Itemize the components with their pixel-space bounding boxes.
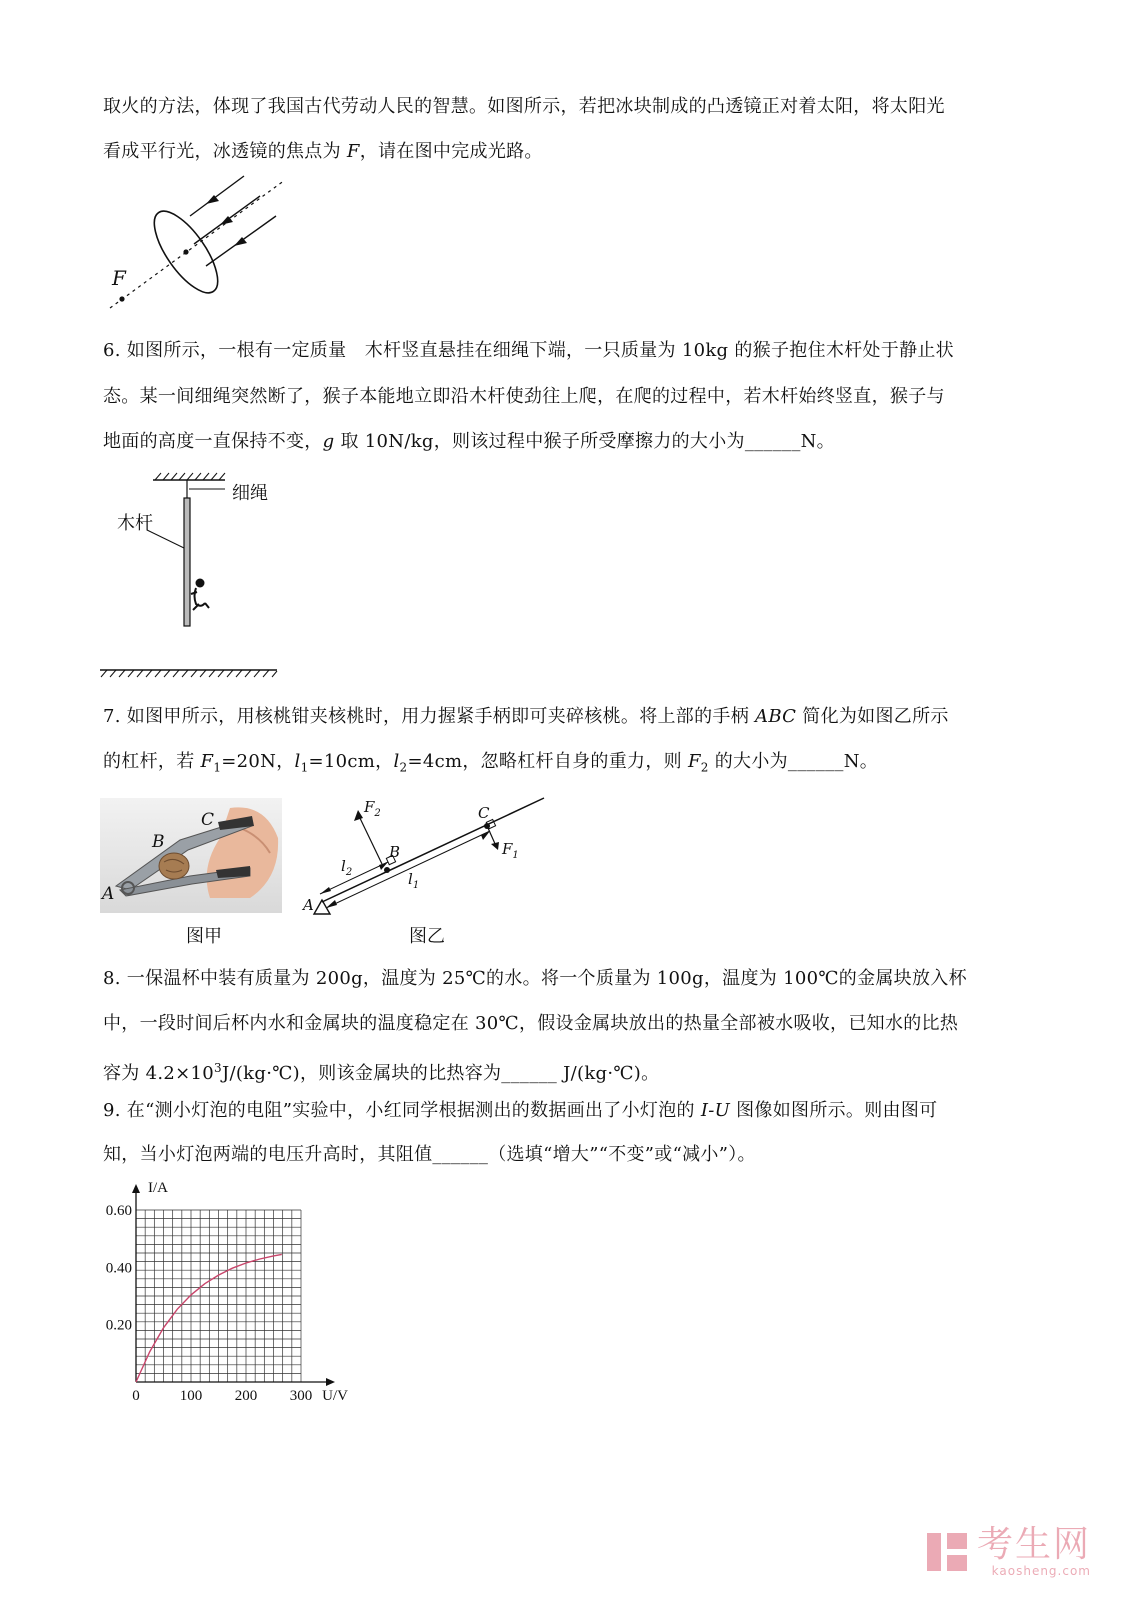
rope-label: 细绳 [232, 483, 268, 504]
q7-seg-d: =20N， [221, 751, 295, 772]
watermark-sub: kaosheng.com [991, 1564, 1091, 1578]
q6-line-1: 6. 如图所示，一根有一定质量 木杆竖直悬挂在细绳下端，一只质量为 10kg 的猴子抱住木杆处于静止状 [103, 340, 954, 361]
photo-label-a: A [102, 884, 115, 904]
q7-seg-g: =10cm， [308, 751, 394, 772]
lever-label-c: C [478, 804, 490, 822]
ceiling-hatch [155, 473, 225, 480]
x-axis-label: U/V [322, 1388, 348, 1404]
q7-line-1 [103, 705, 949, 729]
chart-grid [136, 1210, 301, 1382]
q6-var-g: g [322, 431, 335, 452]
nutcracker-photo [100, 798, 282, 913]
y-tick-label: 0.60 [105, 1203, 132, 1219]
q7-seg-k: F [687, 751, 701, 772]
q8-line-3-a: 容为 4.2×10 [103, 1063, 215, 1084]
watermark-logo-icon [925, 1529, 969, 1575]
q6-line-3-post: 取 10N/kg，则该过程中猴子所受摩擦力的大小为______N。 [334, 431, 835, 452]
q8-line-3-b: J/(kg·℃)，则该金属块的比热容为______ J/(kg·℃)。 [221, 1063, 660, 1084]
lever-label-l1 [408, 870, 419, 891]
q6-line-3 [103, 430, 835, 454]
q7-seg-c: 1 [213, 760, 222, 775]
lever-label-f2 [364, 798, 381, 819]
focus-point [119, 296, 124, 301]
monkey [191, 579, 209, 611]
pole-label: 木杆 [117, 513, 153, 534]
watermark [925, 1526, 1091, 1578]
x-axis-arrow [326, 1378, 335, 1386]
photo-label-c: C [201, 810, 215, 830]
lever-label-f1-sub: 1 [512, 850, 519, 861]
lever-label-l1-main: l [408, 870, 413, 888]
focus-label: F [112, 266, 126, 290]
lever-label-f1-main: F [502, 840, 513, 858]
lever-label-b: B [389, 843, 401, 861]
y-tick-label: 0.40 [105, 1260, 132, 1277]
q7-line-1-post: 简化为如图乙所示 [796, 706, 949, 727]
lens-figure [100, 170, 300, 320]
q9-line-1-pre: 9. 在“测小灯泡的电阻”实验中，小红同学根据测出的数据画出了小灯泡的 [103, 1100, 701, 1121]
intro-line-2 [103, 140, 543, 164]
intro-line-2-pre: 看成平行光，冰透镜的焦点为 [103, 141, 347, 162]
q9-var-iu: I-U [700, 1100, 731, 1121]
q6-line-3-pre: 地面的高度一直保持不变， [103, 431, 323, 452]
point-b [384, 867, 390, 873]
q7-line-1-pre: 7. 如图甲所示，用核桃钳夹核桃时，用力握紧手柄即可夹碎核桃。将上部的手柄 [103, 706, 756, 727]
lever-label-f2-main: F [364, 798, 375, 816]
chart-labels [106, 1180, 348, 1404]
x-tick-label: 300 [289, 1388, 313, 1404]
iu-curve [136, 1254, 282, 1382]
q7-seg-m: 的大小为______N。 [708, 751, 879, 772]
ray-1 [190, 176, 244, 216]
q9-line-2: 知，当小灯泡两端的电压升高时，其阻值______（选填“增大”“不变”或“减小”）。 [103, 1144, 756, 1165]
y-axis-label: I/A [148, 1180, 168, 1196]
watermark-text: 考生网 [976, 1524, 1091, 1565]
intro-var-f: F [346, 141, 360, 162]
q9-line-1-post: 图像如图所示。则由图可 [730, 1100, 938, 1121]
wooden-pole [184, 498, 190, 626]
x-tick-label: 0 [132, 1388, 140, 1404]
photo-label-b: B [152, 832, 165, 852]
lever-label-l1-sub: 1 [412, 880, 420, 891]
q7-seg-l: 2 [700, 760, 709, 775]
optical-center [183, 249, 188, 254]
q7-var-abc: ABC [755, 706, 797, 727]
q7-seg-b: F [200, 751, 214, 772]
y-tick-label: 0.20 [105, 1317, 132, 1334]
q8-line-3-sup: 3 [214, 1061, 222, 1075]
force-f2 [358, 814, 382, 864]
iu-chart [95, 1175, 365, 1405]
q7-seg-a: 的杠杆，若 [103, 751, 201, 772]
l2-dimension [320, 862, 388, 894]
intro-line-2-post: ，请在图中完成光路。 [359, 141, 543, 162]
q7-seg-h: l [393, 751, 400, 772]
intro-line-1: 取火的方法，体现了我国古代劳动人民的智慧。如图所示，若把冰块制成的凸透镜正对着太阳，将太阳光 [103, 96, 945, 117]
q9-line-1 [103, 1099, 937, 1123]
x-tick-label: 100 [179, 1388, 203, 1404]
ground-hatch [101, 670, 277, 677]
q6-line-2: 态。某一间细绳突然断了，猴子本能地立即沿木杆使劲往上爬，在爬的过程中，若木杆始终竖直，猴子与 [103, 386, 945, 407]
lever-label-a: A [303, 896, 314, 914]
chart-axes [132, 1184, 335, 1386]
q7-seg-f: 1 [300, 760, 309, 775]
lever-label-l2-sub: 2 [345, 867, 353, 878]
q7-line-2 [103, 750, 878, 780]
q7-seg-i: 2 [399, 760, 408, 775]
q7-seg-j: =4cm，忽略杠杆自身的重力，则 [407, 751, 688, 772]
lever-label-f1 [502, 840, 519, 861]
q7-seg-e: l [294, 751, 301, 772]
caption-b: 图乙 [409, 926, 445, 947]
lever-label-l2 [341, 857, 352, 878]
walnut [159, 853, 189, 879]
q8-line-2: 中，一段时间后杯内水和金属块的温度稳定在 30℃，假设金属块放出的热量全部被水吸收，已知水的比热 [103, 1013, 959, 1034]
q8-line-1: 8. 一保温杯中装有质量为 200g，温度为 25℃的水。将一个质量为 100g，温度为 100℃的金属块放入杯 [103, 968, 967, 989]
x-tick-label: 200 [234, 1388, 258, 1404]
q8-line-3 [103, 1056, 659, 1086]
y-axis-arrow [132, 1184, 140, 1193]
lever-label-l2-main: l [341, 857, 346, 875]
lever-label-f2-sub: 2 [374, 808, 381, 819]
caption-a: 图甲 [186, 926, 222, 947]
